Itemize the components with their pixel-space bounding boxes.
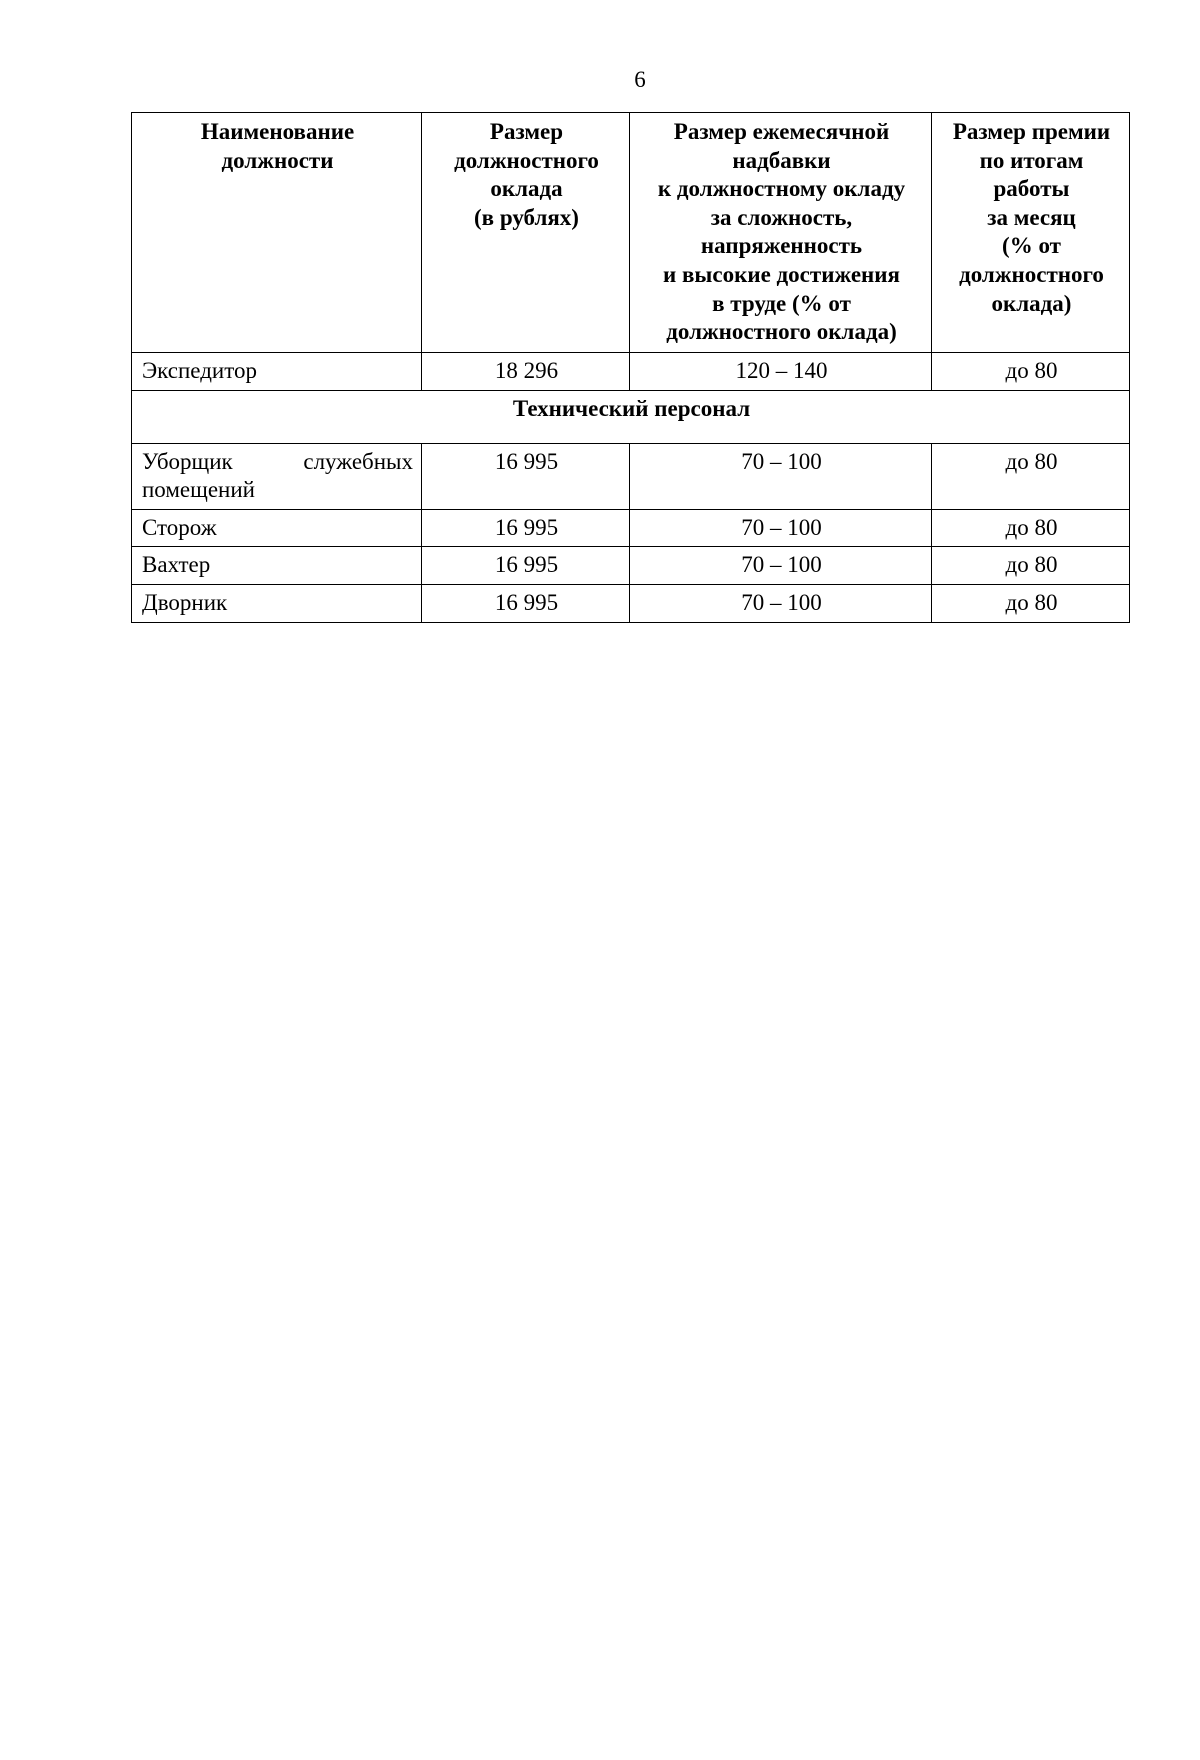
cell-salary: 16 995 [422, 443, 630, 509]
cell-position-name: Экспедитор [132, 353, 422, 391]
cell-salary: 18 296 [422, 353, 630, 391]
header-line: надбавки [732, 147, 831, 173]
header-line: и высокие достижения [663, 261, 900, 287]
header-line: за сложность, [710, 204, 853, 230]
cell-position-name: Вахтер [132, 547, 422, 585]
header-line: напряженность [700, 233, 863, 259]
header-line: в труде (% от [712, 290, 851, 316]
cell-allowance: 70 – 100 [630, 443, 932, 509]
header-line: Наименование [200, 119, 355, 144]
header-line: оклада [490, 176, 563, 202]
cell-bonus: до 80 [932, 547, 1130, 585]
header-line: должностного [454, 147, 599, 173]
table-row [132, 509, 1130, 547]
cell-salary: 16 995 [422, 509, 630, 547]
cell-allowance: 70 – 100 [630, 509, 932, 547]
page-number: 6 [634, 67, 646, 92]
header-line: Размер премии [952, 119, 1111, 144]
cell-bonus: до 80 [932, 353, 1130, 391]
table-row [132, 584, 1130, 622]
header-line: должности [221, 147, 334, 173]
header-salary [422, 113, 630, 353]
section-title: Технический персонал [132, 390, 1130, 443]
cell-salary: 16 995 [422, 584, 630, 622]
table-row [132, 443, 1130, 509]
header-line: Размер ежемесячной [673, 119, 890, 144]
header-line: к должностному окладу [657, 176, 906, 202]
header-bonus [932, 113, 1130, 353]
header-line: по итогам [979, 147, 1084, 173]
header-line: Размер [489, 119, 564, 144]
cell-position-name: Уборщик служебных помещений [132, 443, 422, 509]
table-row [132, 547, 1130, 585]
header-line: за месяц [987, 204, 1076, 230]
cell-allowance: 120 – 140 [630, 353, 932, 391]
header-line: (в рублях) [474, 204, 579, 230]
cell-position-name: Сторож [132, 509, 422, 547]
cell-allowance: 70 – 100 [630, 584, 932, 622]
table-header-row [132, 113, 1130, 353]
header-position-name [132, 113, 422, 353]
table-row [132, 353, 1130, 391]
cell-bonus: до 80 [932, 509, 1130, 547]
cell-bonus: до 80 [932, 584, 1130, 622]
header-line: (% от [1002, 233, 1061, 259]
cell-allowance: 70 – 100 [630, 547, 932, 585]
cell-position-name: Дворник [132, 584, 422, 622]
section-header-row [132, 390, 1130, 443]
header-line: должностного [959, 261, 1104, 287]
header-line: работы [993, 176, 1070, 202]
header-line: должностного оклада) [666, 319, 897, 345]
header-line: оклада) [991, 290, 1072, 316]
cell-bonus: до 80 [932, 443, 1130, 509]
salary-table [131, 112, 1130, 623]
header-allowance [630, 113, 932, 353]
cell-salary: 16 995 [422, 547, 630, 585]
